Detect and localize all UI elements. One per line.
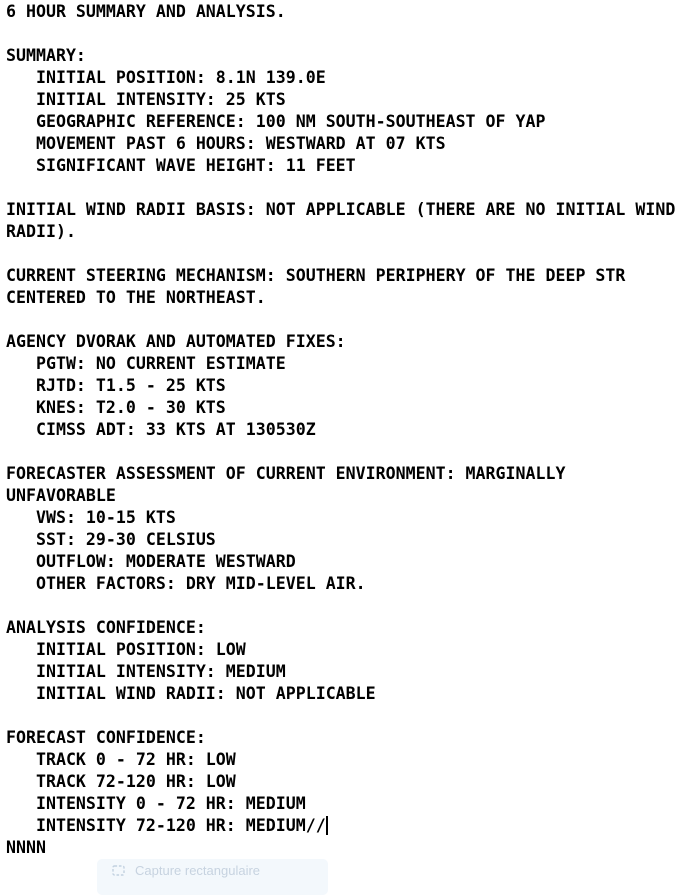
- bulletin-line: SIGNIFICANT WAVE HEIGHT: 11 FEET: [6, 156, 356, 175]
- text-caret: [326, 816, 328, 835]
- bulletin-line: SUMMARY:: [6, 46, 86, 65]
- bulletin-line: OTHER FACTORS: DRY MID-LEVEL AIR.: [6, 574, 366, 593]
- bulletin-line: NNNN: [6, 838, 46, 857]
- bulletin-line: KNES: T2.0 - 30 KTS: [6, 398, 226, 417]
- bulletin-line: FORECAST CONFIDENCE:: [6, 728, 206, 747]
- bulletin-line: [6, 595, 675, 617]
- bulletin-line: UNFAVORABLE: [6, 486, 116, 505]
- bulletin-line: CURRENT STEERING MECHANISM: SOUTHERN PERIPHERY OF THE DEEP STR: [6, 266, 626, 285]
- bulletin-line: ANALYSIS CONFIDENCE:: [6, 618, 206, 637]
- bulletin-line: TRACK 72-120 HR: LOW: [6, 772, 236, 791]
- bulletin-line: PGTW: NO CURRENT ESTIMATE: [6, 354, 286, 373]
- rectangular-snip-icon: [112, 865, 125, 876]
- bulletin-line: CENTERED TO THE NORTHEAST.: [6, 288, 266, 307]
- bulletin-line: [6, 243, 675, 265]
- bulletin-line: SST: 29-30 CELSIUS: [6, 530, 216, 549]
- bulletin-line: INITIAL WIND RADII: NOT APPLICABLE: [6, 684, 376, 703]
- bulletin-line: 6 HOUR SUMMARY AND ANALYSIS.: [6, 2, 286, 21]
- bulletin-line: AGENCY DVORAK AND AUTOMATED FIXES:: [6, 332, 346, 351]
- bulletin-line: MOVEMENT PAST 6 HOURS: WESTWARD AT 07 KTS: [6, 134, 446, 153]
- bulletin-line: CIMSS ADT: 33 KTS AT 130530Z: [6, 420, 316, 439]
- bulletin-line: INITIAL INTENSITY: 25 KTS: [6, 90, 286, 109]
- bulletin-line: RADII).: [6, 222, 76, 241]
- bulletin-line: INITIAL POSITION: 8.1N 139.0E: [6, 68, 326, 87]
- bulletin-line: OUTFLOW: MODERATE WESTWARD: [6, 552, 296, 571]
- bulletin-line: INITIAL INTENSITY: MEDIUM: [6, 662, 286, 681]
- snip-button-label: Capture rectangulaire: [135, 863, 261, 878]
- bulletin-line: INTENSITY 72-120 HR: MEDIUM//: [6, 816, 326, 835]
- bulletin-line: VWS: 10-15 KTS: [6, 508, 176, 527]
- bulletin-line: INITIAL POSITION: LOW: [6, 640, 246, 659]
- bulletin-line: TRACK 0 - 72 HR: LOW: [6, 750, 236, 769]
- bulletin-line: [6, 441, 675, 463]
- bulletin-line: GEOGRAPHIC REFERENCE: 100 NM SOUTH-SOUTHEAST OF YAP: [6, 112, 546, 131]
- bulletin-line: [6, 309, 675, 331]
- bulletin-line: INTENSITY 0 - 72 HR: MEDIUM: [6, 794, 306, 813]
- bulletin-line: [6, 23, 675, 45]
- bulletin-line: INITIAL WIND RADII BASIS: NOT APPLICABLE (THERE ARE NO INITIAL WIND: [6, 200, 676, 219]
- bulletin-line: FORECASTER ASSESSMENT OF CURRENT ENVIRONMENT: MARGINALLY: [6, 464, 566, 483]
- bulletin-line: RJTD: T1.5 - 25 KTS: [6, 376, 226, 395]
- rectangular-snip-button[interactable]: [97, 859, 328, 895]
- bulletin-line: [6, 705, 675, 727]
- bulletin-line: [6, 177, 675, 199]
